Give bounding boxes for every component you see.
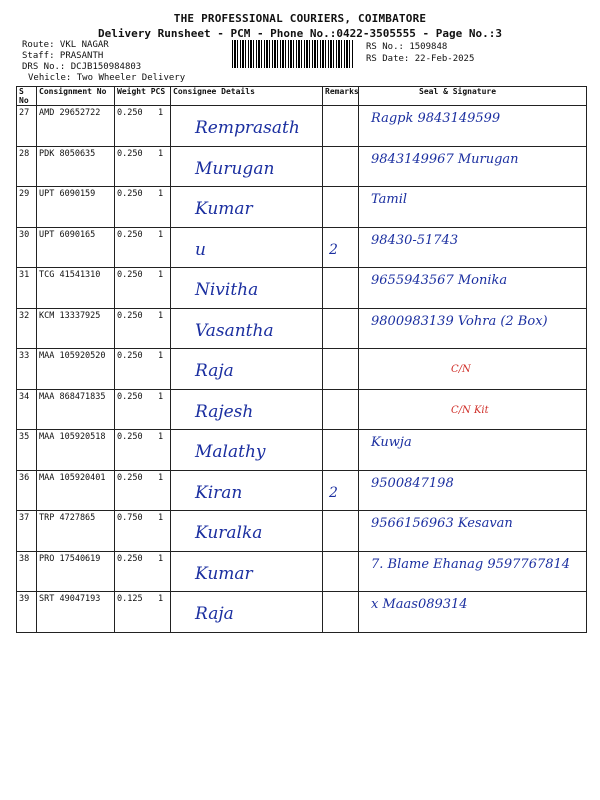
consignee-name: Raja bbox=[195, 604, 234, 624]
weight-cell bbox=[115, 511, 171, 552]
weight: 0.250 bbox=[117, 472, 143, 483]
consignment-no: MAA 105920520 bbox=[39, 351, 106, 361]
consignment-no: UPT 6090159 bbox=[39, 189, 96, 199]
signature-cell bbox=[359, 227, 587, 268]
weight-cell bbox=[115, 551, 171, 592]
signature: 9500847198 bbox=[371, 475, 454, 491]
consignee-cell bbox=[171, 551, 323, 592]
weight: 0.250 bbox=[117, 108, 143, 118]
weight-pcs-wrap bbox=[117, 592, 168, 604]
signature: C/N Kit bbox=[451, 404, 489, 416]
remarks bbox=[325, 349, 356, 363]
sno-cell bbox=[17, 227, 37, 268]
weight: 0.250 bbox=[117, 270, 143, 280]
weight-pcs-wrap bbox=[117, 552, 168, 564]
runsheet-subtitle: Delivery Runsheet - PCM - Phone No.:0422-3505555 - Page No.:3 bbox=[98, 27, 502, 40]
weight-cell bbox=[115, 308, 171, 349]
consignment-no: SRT 49047193 bbox=[39, 594, 101, 604]
consignee-cell bbox=[171, 389, 323, 430]
consignment-no: PDK 8050635 bbox=[39, 148, 96, 159]
weight: 0.250 bbox=[117, 351, 143, 361]
consignment-cell bbox=[37, 308, 115, 349]
consignee-name: Kumar bbox=[195, 199, 253, 219]
weight-pcs-wrap bbox=[117, 349, 168, 361]
consignee-cell bbox=[171, 592, 323, 633]
vehicle-label: Vehicle: Two Wheeler Delivery bbox=[28, 73, 186, 83]
remarks-cell bbox=[323, 470, 359, 511]
weight-cell bbox=[115, 470, 171, 511]
sno: 31 bbox=[19, 270, 30, 280]
consignment-no: UPT 6090165 bbox=[39, 229, 96, 240]
sno: 35 bbox=[19, 432, 30, 442]
weight: 0.250 bbox=[117, 229, 143, 240]
weight-pcs-wrap bbox=[117, 106, 168, 118]
consignee-cell bbox=[171, 430, 323, 471]
table-header-row bbox=[17, 87, 587, 106]
remarks-cell bbox=[323, 592, 359, 633]
consignee-cell bbox=[171, 349, 323, 390]
runsheet-table bbox=[16, 86, 587, 633]
table-row bbox=[17, 389, 587, 430]
signature-cell bbox=[359, 430, 587, 471]
weight-pcs-wrap bbox=[117, 471, 168, 483]
col-weight-pcs bbox=[115, 87, 171, 106]
consignee-cell bbox=[171, 268, 323, 309]
remarks-cell bbox=[323, 268, 359, 309]
sno: 36 bbox=[19, 472, 30, 483]
remarks-cell bbox=[323, 349, 359, 390]
sno: 29 bbox=[19, 189, 30, 199]
sno: 28 bbox=[19, 148, 30, 159]
weight-cell bbox=[115, 146, 171, 187]
sno-cell bbox=[17, 430, 37, 471]
remarks-cell bbox=[323, 227, 359, 268]
weight: 0.250 bbox=[117, 148, 143, 159]
consignment-no: PRO 17540619 bbox=[39, 553, 101, 564]
pcs: 1 bbox=[157, 553, 164, 564]
table-row bbox=[17, 349, 587, 390]
signature: Kuwja bbox=[371, 435, 412, 450]
consignee-cell bbox=[171, 511, 323, 552]
consignee-name: Malathy bbox=[195, 442, 266, 462]
sno-cell bbox=[17, 389, 37, 430]
signature-cell bbox=[359, 187, 587, 228]
remarks bbox=[325, 592, 356, 606]
signature-cell bbox=[359, 146, 587, 187]
company-title: THE PROFESSIONAL COURIERS, COIMBATORE bbox=[173, 12, 427, 25]
consignment-no: TCG 41541310 bbox=[39, 270, 101, 280]
consignee-name: Kumar bbox=[195, 563, 253, 584]
consignment-cell bbox=[37, 349, 115, 390]
table-row bbox=[17, 592, 587, 633]
weight-pcs-wrap bbox=[117, 390, 168, 402]
consignee-cell bbox=[171, 106, 323, 147]
sno-cell bbox=[17, 511, 37, 552]
consignment-cell bbox=[37, 146, 115, 187]
pcs: 1 bbox=[157, 310, 164, 321]
weight-cell bbox=[115, 349, 171, 390]
weight-pcs-wrap bbox=[117, 228, 168, 240]
consignee-name: Vasantha bbox=[195, 320, 274, 341]
signature: 9843149967 Murugan bbox=[371, 151, 519, 167]
staff-label: Staff: PRASANTH bbox=[22, 51, 104, 61]
signature: 98430-51743 bbox=[371, 232, 459, 248]
col-consignee: Consignee Details bbox=[171, 87, 323, 106]
consignment-cell bbox=[37, 430, 115, 471]
remarks bbox=[325, 147, 356, 161]
sno-cell bbox=[17, 187, 37, 228]
sno-cell bbox=[17, 146, 37, 187]
remarks bbox=[325, 390, 356, 404]
col-consignment: Consignment No bbox=[37, 87, 115, 106]
sno: 27 bbox=[19, 108, 30, 118]
weight-pcs-wrap bbox=[117, 309, 168, 321]
remarks-cell bbox=[323, 187, 359, 228]
sno-cell bbox=[17, 106, 37, 147]
table-row bbox=[17, 146, 587, 187]
weight-pcs-wrap bbox=[117, 187, 168, 199]
consignment-no: MAA 105920518 bbox=[39, 432, 106, 442]
weight: 0.250 bbox=[117, 189, 143, 199]
consignment-no: MAA 868471835 bbox=[39, 391, 106, 402]
sno-cell bbox=[17, 470, 37, 511]
pcs: 1 bbox=[157, 270, 164, 280]
weight: 0.250 bbox=[117, 553, 143, 564]
consignment-cell bbox=[37, 187, 115, 228]
col-sno: S No bbox=[17, 87, 37, 106]
remarks bbox=[325, 552, 356, 566]
remarks-cell bbox=[323, 146, 359, 187]
consignee-cell bbox=[171, 227, 323, 268]
consignment-cell bbox=[37, 592, 115, 633]
consignment-cell bbox=[37, 106, 115, 147]
sno-cell bbox=[17, 551, 37, 592]
consignment-cell bbox=[37, 268, 115, 309]
consignee-name: Remprasath bbox=[195, 118, 300, 138]
weight: 0.250 bbox=[117, 391, 143, 402]
sno: 34 bbox=[19, 391, 30, 402]
signature-cell bbox=[359, 349, 587, 390]
consignee-name: Kiran bbox=[195, 482, 243, 503]
consignment-cell bbox=[37, 389, 115, 430]
table-row bbox=[17, 308, 587, 349]
consignment-cell bbox=[37, 511, 115, 552]
sno-cell bbox=[17, 592, 37, 633]
remarks-cell bbox=[323, 389, 359, 430]
consignment-cell bbox=[37, 551, 115, 592]
weight: 0.250 bbox=[117, 310, 143, 321]
pcs: 1 bbox=[157, 594, 164, 604]
signature: 9655943567 Monika bbox=[371, 273, 508, 288]
signature: 9800983139 Vohra (2 Box) bbox=[371, 313, 548, 329]
signature-cell bbox=[359, 511, 587, 552]
signature: C/N bbox=[451, 364, 471, 375]
table-row bbox=[17, 227, 587, 268]
consignee-name: Kuralka bbox=[195, 523, 263, 543]
weight-pcs-wrap bbox=[117, 511, 168, 523]
remarks bbox=[325, 511, 356, 525]
pcs: 1 bbox=[157, 432, 164, 442]
consignment-cell bbox=[37, 470, 115, 511]
col-weight: Weight bbox=[117, 87, 146, 96]
signature-cell bbox=[359, 592, 587, 633]
table-row bbox=[17, 268, 587, 309]
pcs: 1 bbox=[157, 472, 164, 483]
weight-cell bbox=[115, 268, 171, 309]
consignment-no: MAA 105920401 bbox=[39, 472, 106, 483]
weight-cell bbox=[115, 592, 171, 633]
signature: Tamil bbox=[371, 192, 408, 207]
col-pcs: PCS bbox=[150, 87, 166, 96]
pcs: 1 bbox=[157, 148, 164, 159]
sno-cell bbox=[17, 349, 37, 390]
consignment-no: KCM 13337925 bbox=[39, 310, 101, 321]
barcode bbox=[232, 40, 354, 68]
consignee-name: Murugan bbox=[195, 158, 275, 179]
route-label: Route: VKL NAGAR bbox=[22, 40, 109, 50]
remarks-cell bbox=[323, 551, 359, 592]
weight: 0.125 bbox=[117, 594, 143, 604]
sno: 30 bbox=[19, 229, 30, 240]
consignee-cell bbox=[171, 470, 323, 511]
consignee-name: Nivitha bbox=[195, 280, 259, 300]
sno-cell bbox=[17, 308, 37, 349]
signature-cell bbox=[359, 551, 587, 592]
weight: 0.750 bbox=[117, 513, 143, 523]
signature: x Maas089314 bbox=[371, 597, 468, 612]
consignee-name: u bbox=[195, 239, 206, 260]
pcs: 1 bbox=[157, 351, 164, 361]
table-row bbox=[17, 551, 587, 592]
signature: 9566156963 Kesavan bbox=[371, 516, 513, 531]
pcs: 1 bbox=[157, 108, 164, 118]
remarks-cell bbox=[323, 308, 359, 349]
sno: 37 bbox=[19, 513, 30, 523]
weight-cell bbox=[115, 187, 171, 228]
sno: 32 bbox=[19, 310, 30, 321]
signature-cell bbox=[359, 308, 587, 349]
signature-cell bbox=[359, 389, 587, 430]
consignee-cell bbox=[171, 308, 323, 349]
col-remarks: Remarks bbox=[323, 87, 359, 106]
sno: 38 bbox=[19, 553, 30, 564]
consignee-name: Rajesh bbox=[195, 401, 254, 422]
signature-cell bbox=[359, 268, 587, 309]
signature-cell bbox=[359, 106, 587, 147]
table-row bbox=[17, 430, 587, 471]
sno-cell bbox=[17, 268, 37, 309]
sno: 39 bbox=[19, 594, 30, 604]
pcs: 1 bbox=[157, 391, 164, 402]
rs-date: RS Date: 22-Feb-2025 bbox=[366, 54, 475, 64]
signature-cell bbox=[359, 470, 587, 511]
remarks-cell bbox=[323, 106, 359, 147]
signature: Ragpk 9843149599 bbox=[371, 111, 501, 126]
pcs: 1 bbox=[157, 229, 164, 240]
weight-pcs-wrap bbox=[117, 147, 168, 159]
weight-cell bbox=[115, 430, 171, 471]
remarks bbox=[325, 309, 356, 323]
sno: 33 bbox=[19, 351, 30, 361]
remarks bbox=[325, 268, 356, 282]
weight-cell bbox=[115, 389, 171, 430]
table-row bbox=[17, 511, 587, 552]
remarks: 2 bbox=[329, 484, 338, 501]
drs-number: DRS No.: DCJB150984803 bbox=[22, 62, 142, 72]
consignment-cell bbox=[37, 227, 115, 268]
remarks bbox=[325, 430, 356, 444]
table-row bbox=[17, 187, 587, 228]
consignee-cell bbox=[171, 187, 323, 228]
pcs: 1 bbox=[157, 189, 164, 199]
consignment-no: AMD 29652722 bbox=[39, 108, 101, 118]
consignee-name: Raja bbox=[195, 361, 234, 381]
remarks-cell bbox=[323, 430, 359, 471]
remarks bbox=[325, 106, 356, 120]
signature: 7. Blame Ehanag 9597767814 bbox=[371, 556, 571, 572]
table-row bbox=[17, 106, 587, 147]
weight-pcs-wrap bbox=[117, 430, 168, 442]
consignment-no: TRP 4727865 bbox=[39, 513, 96, 523]
table-row bbox=[17, 470, 587, 511]
remarks: 2 bbox=[329, 241, 338, 258]
pcs: 1 bbox=[157, 513, 164, 523]
weight-pcs-wrap bbox=[117, 268, 168, 280]
consignee-cell bbox=[171, 146, 323, 187]
col-signature: Seal & Signature bbox=[359, 87, 587, 106]
weight: 0.250 bbox=[117, 432, 143, 442]
remarks bbox=[325, 187, 356, 201]
remarks-cell bbox=[323, 511, 359, 552]
weight-cell bbox=[115, 227, 171, 268]
weight-cell bbox=[115, 106, 171, 147]
rs-number: RS No.: 1509848 bbox=[366, 42, 448, 52]
